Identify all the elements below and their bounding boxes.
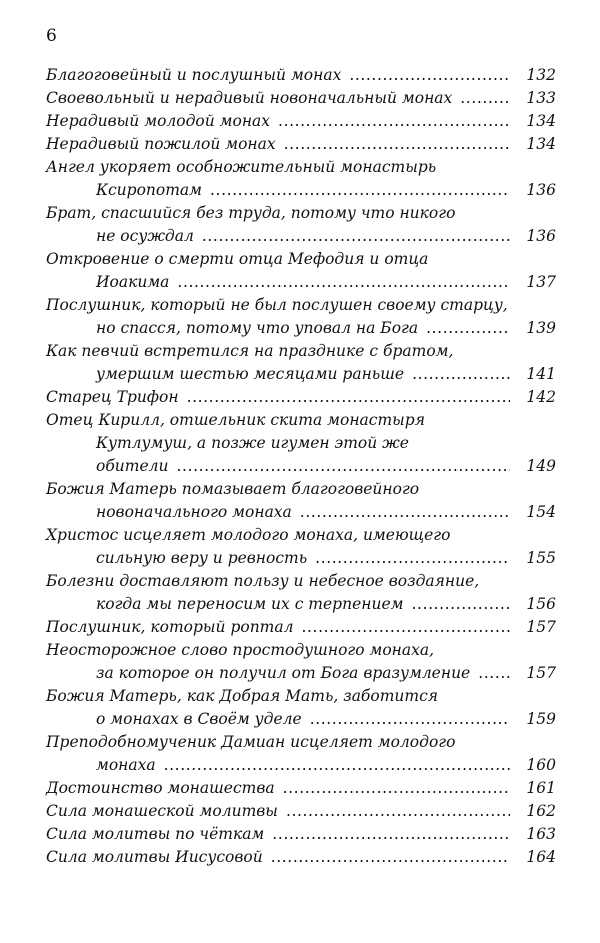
toc-entry-title: Ангел укоряет особножительный монастырь <box>46 158 437 176</box>
toc-entry-line <box>46 800 556 823</box>
toc-page-number: 137 <box>526 273 556 291</box>
toc-entry-title: Старец Трифон <box>46 388 179 406</box>
toc-entry <box>46 202 556 248</box>
dot-leader <box>315 547 510 570</box>
toc-entry-title: Сила молитвы по чёткам <box>46 825 265 843</box>
toc-entry-line <box>46 409 556 432</box>
toc-entry-title: Послушник, который роптал <box>46 618 294 636</box>
toc-entry-title: монаха <box>96 756 156 774</box>
toc-page-number: 161 <box>526 779 556 797</box>
toc-entry-line <box>46 501 556 524</box>
toc-entry <box>46 616 556 639</box>
toc-entry-line <box>46 64 556 87</box>
toc-entry-line <box>46 731 556 754</box>
toc-page-number: 157 <box>526 664 556 682</box>
dot-leader <box>271 846 510 869</box>
toc-entry <box>46 777 556 800</box>
toc-entry-line <box>46 202 556 225</box>
toc-entry-title: Как певчий встретился на празднике с братом, <box>46 342 454 360</box>
page-number: 6 <box>46 26 57 46</box>
toc-entry-line <box>46 754 556 777</box>
toc-page-number: 154 <box>526 503 556 521</box>
toc-entry-line <box>46 340 556 363</box>
toc-entry-line <box>46 662 556 685</box>
toc-entry-line <box>46 593 556 616</box>
dot-leader <box>411 593 510 616</box>
toc-entry-title: Ксиропотам <box>96 181 203 199</box>
toc-entry <box>46 248 556 294</box>
toc-entry-line <box>46 823 556 846</box>
toc-entry-line <box>46 225 556 248</box>
toc-entry-line <box>46 363 556 386</box>
toc-entry-title: Послушник, который не был послушен своему старцу, <box>46 296 508 314</box>
dot-leader <box>187 386 510 409</box>
toc-page-number: 139 <box>526 319 556 337</box>
toc-entry <box>46 64 556 87</box>
toc-entry-title: сильную веру и ревность <box>96 549 308 567</box>
toc-entry-title: Христос исцеляет молодого монаха, имеющего <box>46 526 451 544</box>
toc-entry-title: Сила молитвы Иисусовой <box>46 848 263 866</box>
toc-entry-line <box>46 133 556 156</box>
dot-leader <box>286 800 510 823</box>
toc-entry-line <box>46 110 556 133</box>
toc-entry-title: Неосторожное слово простодушного монаха, <box>46 641 435 659</box>
dot-leader <box>412 363 510 386</box>
toc-entry <box>46 133 556 156</box>
dot-leader <box>164 754 510 777</box>
toc-entry-line <box>46 271 556 294</box>
dot-leader <box>283 777 510 800</box>
toc-entry-title: о монахах в Своём уделе <box>96 710 302 728</box>
toc-entry <box>46 409 556 478</box>
toc-entry <box>46 823 556 846</box>
toc-entry-line <box>46 524 556 547</box>
toc-entry <box>46 87 556 110</box>
toc-entry-line <box>46 570 556 593</box>
toc-entry-title: Отец Кирилл, отшельник скита монастыря <box>46 411 425 429</box>
toc-entry-line <box>46 616 556 639</box>
toc-entry <box>46 685 556 731</box>
toc-entry <box>46 340 556 386</box>
toc-entry-title: Сила монашеской молитвы <box>46 802 278 820</box>
toc-page-number: 149 <box>526 457 556 475</box>
toc-entry-title: Нерадивый пожилой монах <box>46 135 276 153</box>
toc-entry <box>46 524 556 570</box>
toc-entry-line <box>46 317 556 340</box>
dot-leader <box>210 179 510 202</box>
toc-entry-line <box>46 294 556 317</box>
table-of-contents <box>46 64 556 869</box>
toc-entry-title: Преподобномученик Дамиан исцеляет молодого <box>46 733 456 751</box>
toc-entry <box>46 570 556 616</box>
toc-entry-line <box>46 87 556 110</box>
toc-entry-title: Кутлумуш, а позже игумен этой же <box>96 434 409 452</box>
toc-entry-title: Своевольный и нерадивый новоначальный монах <box>46 89 453 107</box>
toc-page-number: 160 <box>526 756 556 774</box>
dot-leader <box>349 64 510 87</box>
toc-page-number: 133 <box>526 89 556 107</box>
toc-entry-title: но спасся, потому что уповал на Бога <box>96 319 419 337</box>
toc-page-number: 155 <box>526 549 556 567</box>
dot-leader <box>300 501 510 524</box>
toc-entry-title: Откровение о смерти отца Мефодия и отца <box>46 250 429 268</box>
toc-entry-title: Божия Матерь помазывает благоговейного <box>46 480 420 498</box>
dot-leader <box>302 616 511 639</box>
toc-entry-line <box>46 455 556 478</box>
toc-page-number: 163 <box>526 825 556 843</box>
toc-page-number: 159 <box>526 710 556 728</box>
toc-page-number: 134 <box>526 135 556 153</box>
dot-leader <box>310 708 510 731</box>
toc-entry-title: Нерадивый молодой монах <box>46 112 271 130</box>
toc-page-number: 141 <box>526 365 556 383</box>
toc-entry-title: новоначального монаха <box>96 503 292 521</box>
toc-entry <box>46 800 556 823</box>
toc-entry-line <box>46 547 556 570</box>
toc-entry-line <box>46 777 556 800</box>
toc-entry <box>46 639 556 685</box>
toc-entry-line <box>46 386 556 409</box>
toc-entry <box>46 846 556 869</box>
toc-entry-title: Брат, спасшийся без труда, потому что никого <box>46 204 456 222</box>
toc-entry-line <box>46 432 556 455</box>
toc-page-number: 136 <box>526 227 556 245</box>
dot-leader <box>478 662 510 685</box>
toc-entry-line <box>46 846 556 869</box>
toc-entry-title: когда мы переносим их с терпением <box>96 595 404 613</box>
toc-entry-title: умершим шестью месяцами раньше <box>96 365 405 383</box>
toc-entry <box>46 478 556 524</box>
toc-entry <box>46 110 556 133</box>
dot-leader <box>272 823 510 846</box>
toc-entry-title: Болезни доставляют пользу и небесное воздаяние, <box>46 572 480 590</box>
toc-page-number: 142 <box>526 388 556 406</box>
toc-entry-title: Божия Матерь, как Добрая Мать, заботится <box>46 687 439 705</box>
toc-entry-title: обители <box>96 457 169 475</box>
toc-entry <box>46 294 556 340</box>
toc-entry <box>46 731 556 777</box>
toc-page-number: 162 <box>526 802 556 820</box>
toc-page-number: 164 <box>526 848 556 866</box>
toc-entry-line <box>46 156 556 179</box>
toc-entry-title: не осуждал <box>96 227 194 245</box>
toc-entry <box>46 156 556 202</box>
dot-leader <box>460 87 510 110</box>
toc-entry-title: за которое он получил от Бога вразумление <box>96 664 471 682</box>
toc-page-number: 136 <box>526 181 556 199</box>
toc-entry-line <box>46 708 556 731</box>
toc-entry-title: Иоакима <box>96 273 170 291</box>
toc-page-number: 156 <box>526 595 556 613</box>
toc-entry-line <box>46 248 556 271</box>
toc-entry-line <box>46 639 556 662</box>
toc-entry-line <box>46 179 556 202</box>
dot-leader <box>278 110 510 133</box>
toc-entry-line <box>46 478 556 501</box>
dot-leader <box>177 455 511 478</box>
toc-entry-title: Благоговейный и послушный монах <box>46 66 342 84</box>
toc-page-number: 134 <box>526 112 556 130</box>
dot-leader <box>202 225 510 248</box>
toc-entry-title: Достоинство монашества <box>46 779 275 797</box>
toc-page-number: 157 <box>526 618 556 636</box>
toc-entry-line <box>46 685 556 708</box>
dot-leader <box>177 271 510 294</box>
dot-leader <box>426 317 510 340</box>
toc-page-number: 132 <box>526 66 556 84</box>
toc-entry <box>46 386 556 409</box>
dot-leader <box>284 133 510 156</box>
